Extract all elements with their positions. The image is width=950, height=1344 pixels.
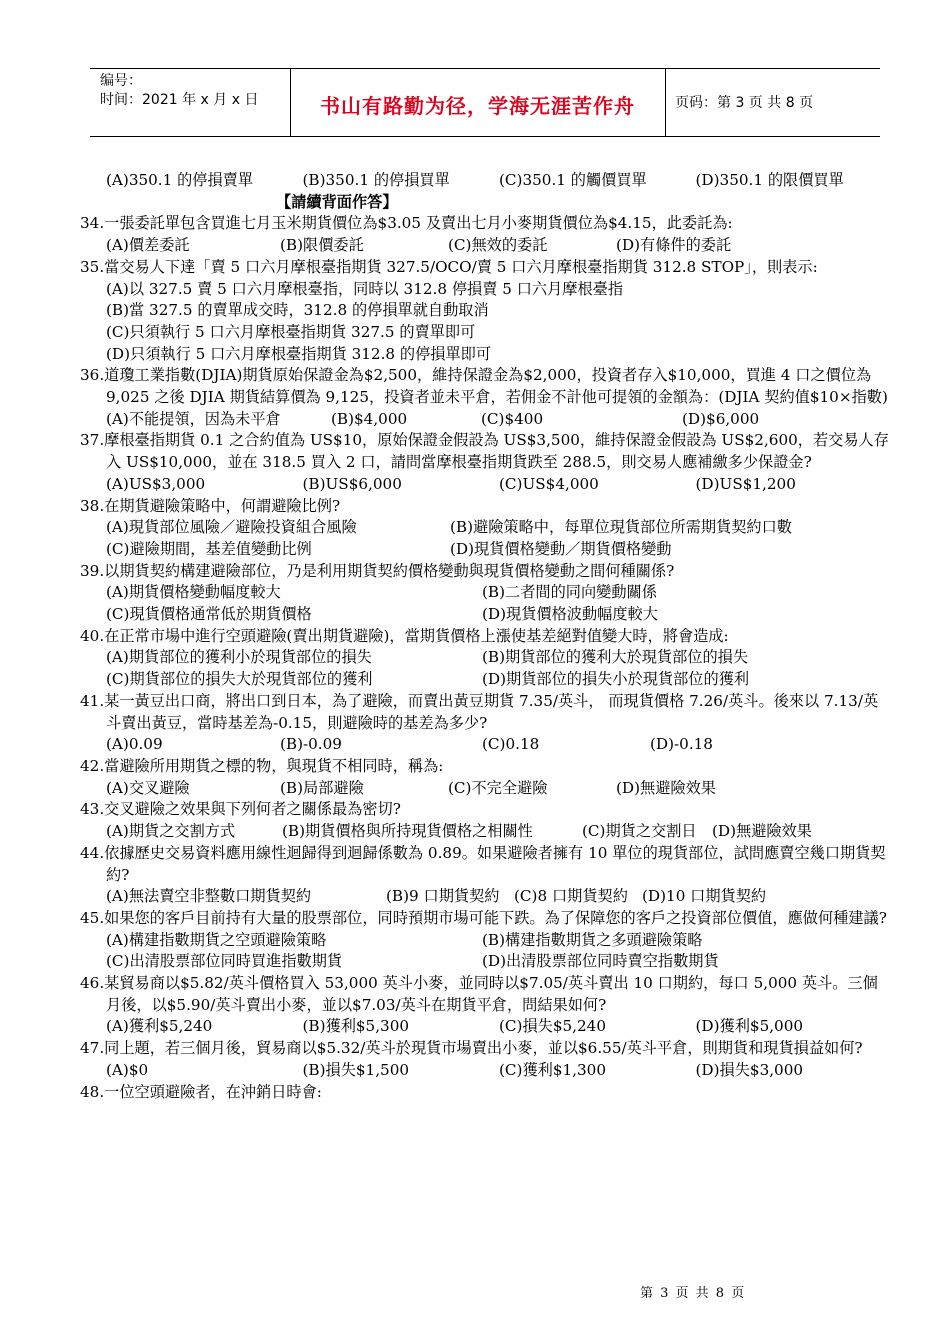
option: (A)期貨部位的獲利小於現貨部位的損失 <box>106 648 372 667</box>
question-40-options <box>80 669 892 691</box>
option: (D)現貨價格波動幅度較大 <box>482 605 658 624</box>
option: (C)0.18 <box>482 735 540 754</box>
option: (A)交叉避險 <box>106 778 190 797</box>
question-37: 37.摩根臺指期貨 0.1 之合約值為 US$10，原始保證金假設為 US$3,500，維持保證金假設為 US$2,600，若交易人存入 US$10,000，並在 318.5 買入 2 口，請問當摩根臺指期貨跌至 288.5，則交易人應補繳多少保證金? <box>80 431 889 472</box>
option: (A)350.1 的停損賣單 <box>106 171 254 189</box>
option: (C)期貨之交割日 <box>582 822 697 841</box>
option: (D)-0.18 <box>650 735 713 754</box>
option: (A)無法賣空非整數口期貨契約 <box>106 887 312 906</box>
question-38-options <box>80 517 892 539</box>
option: (D)期貨部位的損失小於現貨部位的獲利 <box>482 670 750 689</box>
question-46-options <box>80 1016 892 1038</box>
continue-note: 【請續背面作答】 <box>276 192 398 211</box>
option: (D)US$1,200 <box>695 474 796 493</box>
option: (C)US$4,000 <box>499 474 599 493</box>
question-42: 42.當避險所用期貨之標的物，與現貨不相同時，稱為: <box>80 756 444 775</box>
option: (A)期貨之交割方式 <box>106 822 236 841</box>
question-36: 36.道瓊工業指數(DJIA)期貨原始保證金為$2,500，維持保證金為$2,000，投資者存入$10,000，買進 4 口之價位為 9,025 之後 DJIA 期貨結算價為 9,125，投資者並未平倉，若佣金不計他可提領的金額為：(DJIA 契約值$10×指數) <box>80 366 888 407</box>
option: (D)$6,000 <box>682 409 760 428</box>
option: (D)獲利$5,000 <box>695 1017 804 1036</box>
option: (D)無避險效果 <box>616 778 716 797</box>
option: (A)不能提領，因為未平倉 <box>106 409 281 428</box>
option: (C)損失$5,240 <box>499 1017 606 1036</box>
continuation-options <box>80 170 892 192</box>
option: (D)10 口期貨契約 <box>642 887 767 906</box>
exam-content <box>80 170 892 1103</box>
header-left-block <box>100 72 258 110</box>
question-44-options <box>80 886 892 908</box>
question-34-options <box>80 235 892 257</box>
question-47-options <box>80 1060 892 1082</box>
header-divider <box>665 68 666 137</box>
question-39-options <box>80 604 892 626</box>
option: (B)-0.09 <box>280 735 342 754</box>
option: (A)US$3,000 <box>106 474 206 493</box>
option: (B)局部避險 <box>280 778 364 797</box>
option: (B)期貨部位的獲利大於現貨部位的損失 <box>482 648 749 667</box>
header-top-rule <box>90 68 880 69</box>
option: (B)$4,000 <box>331 409 408 428</box>
option: (B)避險策略中，每單位現貨部位所需期貨契約口數 <box>450 518 792 537</box>
option: (C)8 口期貨契約 <box>514 887 628 906</box>
option: (A)價差委託 <box>106 236 190 255</box>
question-40-options <box>80 647 892 669</box>
option: (A)期貨價格變動幅度較大 <box>106 583 281 602</box>
option: (B)二者間的同向變動關係 <box>482 583 657 602</box>
option: (A)以 327.5 賣 5 口六月摩根臺指，同時以 312.8 停損賣 5 口六月摩根臺指 <box>106 279 624 298</box>
question-48: 48.一位空頭避險者，在沖銷日時會: <box>80 1082 322 1101</box>
option: (C)350.1 的觸價買單 <box>499 171 647 189</box>
option: (D)損失$3,000 <box>695 1060 804 1079</box>
option: (C)獲利$1,300 <box>499 1060 606 1079</box>
option: (B)350.1 的停損買單 <box>302 171 450 189</box>
option: (D)有條件的委託 <box>616 236 732 255</box>
option: (C)避險期間，基差值變動比例 <box>106 539 312 558</box>
question-34: 34.一張委託單包含買進七月玉米期貨價位為$3.05 及賣出七月小麥期貨價位為$4.15，此委託為: <box>80 214 733 233</box>
question-47: 47.同上題，若三個月後，貿易商以$5.32/英斗於現貨市場賣出小麥，並以$6.55/英斗平倉，則期貨和現貨損益如何? <box>80 1039 863 1058</box>
option: (A)0.09 <box>106 735 163 754</box>
option: (D)350.1 的限價買單 <box>695 171 844 189</box>
option: (C)不完全避險 <box>448 778 548 797</box>
question-36-options <box>80 409 892 431</box>
option: (B)9 口期貨契約 <box>386 887 500 906</box>
option: (C)無效的委託 <box>448 236 548 255</box>
option: (D)只須執行 5 口六月摩根臺指期貨 312.8 的停損單即可 <box>106 344 492 363</box>
header-time-label: 时间：2021 年 x 月 x 日 <box>100 92 259 108</box>
question-40: 40.在正常市場中進行空頭避險(賣出期貨避險)，當期貨價格上漲使基差絕對值變大時，將會造成: <box>80 626 729 645</box>
option: (D)無避險效果 <box>712 822 812 841</box>
question-38-options <box>80 539 892 561</box>
option: (B)限價委託 <box>280 236 364 255</box>
option: (A)構建指數期貨之空頭避險策略 <box>106 930 327 949</box>
option: (A)獲利$5,240 <box>106 1017 213 1036</box>
page-header <box>90 68 880 138</box>
question-41: 41.某一黃豆出口商，將出口到日本，為了避險，而賣出黃豆期貨 7.35/英斗， 而現貨價格 7.26/英斗。後來以 7.13/英斗賣出黃豆，當時基差為-0.15，則避險時的基差為多少? <box>80 691 879 732</box>
option: (C)出清股票部位同時買進指數期貨 <box>106 952 343 971</box>
option: (B)獲利$5,300 <box>302 1017 410 1036</box>
option: (B)當 327.5 的賣單成交時，312.8 的停損單就自動取消 <box>106 301 489 320</box>
page-footer: 第 3 页 共 8 页 <box>640 1286 745 1301</box>
option: (C)期貨部位的損失大於現貨部位的獲利 <box>106 670 373 689</box>
question-44: 44.依據歷史交易資料應用線性迴歸得到迴歸係數為 0.89。如果避險者擁有 10 單位的現貨部位，試問應賣空幾口期貨契約? <box>80 843 886 884</box>
option: (A)現貨部位風險／避險投資組合風險 <box>106 518 357 537</box>
question-45-options <box>80 951 892 973</box>
option: (A)$0 <box>106 1060 149 1079</box>
option: (C)$400 <box>481 409 544 428</box>
question-42-options <box>80 778 892 800</box>
question-45-options <box>80 930 892 952</box>
question-45: 45.如果您的客戶目前持有大量的股票部位，同時預期市場可能下跌。為了保障您的客戶之投資部位價值，應做何種建議? <box>80 908 887 927</box>
question-35: 35.當交易人下達「賣 5 口六月摩根臺指期貨 327.5/OCO/賣 5 口六月摩根臺指期貨 312.8 STOP」，則表示: <box>80 257 818 276</box>
question-43-options <box>80 821 892 843</box>
header-page-label: 页码：第 3 页 共 8 页 <box>675 95 814 111</box>
question-46: 46.某貿易商以$5.82/英斗價格買入 53,000 英斗小麥，並同時以$7.05/英斗賣出 10 口期約，每口 5,000 英斗。三個月後，以$5.90/英斗賣出小麥，並以$7.03/英斗在期貨平倉，問結果如何? <box>80 974 878 1014</box>
option: (B)期貨價格與所持現貨價格之相關性 <box>282 822 533 841</box>
header-bottom-rule <box>90 136 880 137</box>
option: (D)出清股票部位同時賣空指數期貨 <box>482 952 719 971</box>
option: (B)損失$1,500 <box>302 1060 410 1079</box>
option: (B)構建指數期貨之多頭避險策略 <box>482 930 703 949</box>
option: (B)US$6,000 <box>302 474 402 493</box>
header-number-label: 编号： <box>100 73 142 89</box>
option: (D)現貨價格變動／期貨價格變動 <box>450 539 672 558</box>
question-43: 43.交叉避險之效果與下列何者之關係最為密切? <box>80 800 401 819</box>
option: (C)只須執行 5 口六月摩根臺指期貨 327.5 的賣單即可 <box>106 322 476 341</box>
question-39: 39.以期貨契約構建避險部位，乃是利用期貨契約價格變動與現貨價格變動之間何種關係? <box>80 561 675 580</box>
question-38: 38.在期貨避險策略中，何謂避險比例? <box>80 496 341 515</box>
header-motto: 书山有路勤为径，学海无涯苦作舟 <box>320 94 635 118</box>
question-39-options <box>80 582 892 604</box>
option: (C)現貨價格通常低於期貨價格 <box>106 605 312 624</box>
question-37-options <box>80 474 892 496</box>
question-41-options <box>80 734 892 756</box>
